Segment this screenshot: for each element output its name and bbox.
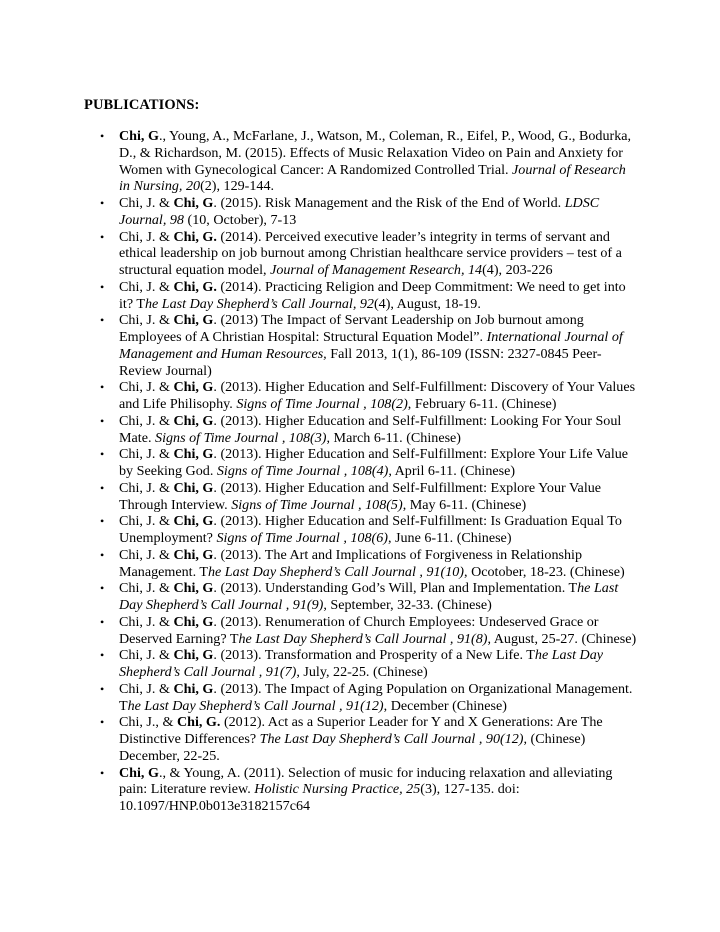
citation-text: The Last Day Shepherd’s Call Journal , 90(12): [259, 731, 524, 747]
publication-list: [100, 128, 639, 815]
citation-text: (4), August, 18-19.: [373, 295, 481, 312]
citation-text: . (2013). Renumeration of Church Employees: Undeserved Grace or Deserved Earning? T: [119, 613, 599, 647]
citation-text: (2012). Act as a Superior Leader for Y and X Generations: Are The Distinctive Differences?: [119, 714, 603, 747]
citation-text: Fall 2013, 1(1), 86-109 (ISSN: 2327-0845 Peer-Review Journal): [119, 345, 602, 379]
citation-text: (4), 203-226: [482, 262, 553, 278]
citation-text: he Last Day Shepherd’s Call Journal , 91(7): [119, 647, 604, 680]
citation-text: Chi, J. &: [119, 278, 174, 295]
bullet-icon: •: [100, 681, 105, 696]
citation-text: Chi, J. &: [119, 412, 174, 429]
bullet-icon: •: [100, 514, 105, 529]
citation-text: Chi, J. &: [119, 546, 174, 563]
publication-item: [100, 647, 639, 681]
citation-text: . (2015). Risk Management and the Risk of the End of World.: [213, 195, 565, 211]
publication-item: [100, 312, 639, 379]
citation-text: Journal of Research in Nursing, 20: [119, 161, 626, 195]
citation-text: Chi, J. &: [119, 446, 174, 463]
publication-item: [100, 128, 639, 195]
bullet-icon: •: [100, 480, 105, 495]
citation-text: Chi, G: [173, 613, 214, 630]
citation-text: he Last Day Shepherd’s Call Journal , 91(12): [127, 697, 384, 714]
citation-text: Chi, G: [173, 379, 214, 396]
citation-text: . (2013). Higher Education and Self-Fulfillment: Looking For Your Soul Mate.: [119, 412, 622, 446]
citation-text: . (2013). Higher Education and Self-Fulfillment: Explore Your Value Through Interview.: [119, 479, 602, 513]
citation-text: , July, 22-25. (Chinese): [296, 664, 428, 680]
citation-text: International Journal of Management and Human Resources,: [119, 329, 623, 362]
citation-text: , September, 32-33. (Chinese): [323, 597, 492, 613]
bullet-icon: •: [100, 313, 105, 328]
bullet-icon: •: [100, 765, 105, 780]
citation-text: Holistic Nursing Practice, 25: [254, 781, 421, 798]
citation-text: he Last Day Shepherd’s Call Journal, 92: [144, 295, 374, 312]
citation-text: . (2013). Transformation and Prosperity of a New Life. T: [213, 647, 535, 664]
citation-text: Chi, J. &: [119, 479, 174, 496]
publication-item: [100, 195, 639, 229]
citation-text: . (2013). Higher Education and Self-Fulfillment: Explore Your Life Value by Seeking God.: [119, 446, 629, 479]
publication-item: [100, 764, 639, 815]
citation-text: Chi, J. &: [119, 228, 174, 245]
citation-text: Journal of Management Research, 14: [270, 262, 483, 278]
bullet-icon: •: [100, 547, 105, 562]
citation-text: Chi, G: [119, 764, 159, 781]
citation-text: Chi, G.: [176, 714, 221, 731]
citation-text: , May 6-11. (Chinese): [402, 496, 527, 513]
publication-item: [100, 613, 639, 648]
citation-text: . (2013). Higher Education and Self-Fulfillment: Is Graduation Equal To Unemployment?: [119, 513, 622, 546]
bullet-icon: •: [100, 413, 105, 428]
citation-text: Chi, J. &: [119, 312, 174, 329]
citation-text: (2), 129-144.: [200, 178, 275, 195]
publication-item: [100, 479, 639, 514]
citation-text: . (2013). Higher Education and Self-Fulfillment: Discovery of Your Values and Life Philisophy.: [119, 379, 636, 412]
bullet-icon: •: [100, 229, 105, 244]
publication-item: [100, 278, 639, 313]
citation-text: . (2013). The Art and Implications of Forgiveness in Relationship Management. T: [119, 546, 583, 580]
bullet-icon: •: [100, 447, 105, 462]
citation-text: Chi, G: [173, 195, 214, 211]
citation-text: Chi, J. &: [119, 613, 174, 630]
citation-text: Chi, G: [173, 513, 214, 530]
citation-text: Chi, J. &: [119, 513, 174, 530]
publication-item: [100, 513, 639, 547]
citation-text: Chi, J. &: [119, 680, 174, 697]
publication-item: [100, 412, 639, 447]
citation-text: he Last Day Shepherd’s Call Journal , 91(8): [238, 630, 488, 647]
citation-text: Signs of Time Journal , 108(5): [231, 496, 403, 513]
citation-text: , (Chinese) December, 22-25.: [119, 731, 586, 764]
citation-text: (2014). Perceived executive leader’s integrity in terms of servant and ethical leadership on job burnout among Christian healthcare service providers – test of a structural equation model,: [119, 228, 622, 278]
publication-item: [100, 446, 639, 480]
citation-text: Signs of Time Journal , 108(6): [216, 530, 388, 546]
citation-text: ., Young, A., McFarlane, J., Watson, M., Coleman, R., Eifel, P., Wood, G., Bodurka, D., & Richardson, M. (2015). Effects of Music Relaxation Video on Pain and Anxiety for Women with Gynecological Cancer: A Randomized Controlled Trial.: [119, 128, 632, 178]
citation-text: Chi, J., &: [119, 714, 177, 731]
citation-text: he Last Day Shepherd’s Call Journal , 91(10): [207, 563, 465, 580]
citation-text: Signs of Time Journal , 108(3): [155, 429, 327, 446]
bullet-icon: •: [100, 614, 105, 629]
bullet-icon: •: [100, 715, 105, 730]
citation-text: . (2013). Understanding God’s Will, Plan and Implementation. T: [213, 580, 578, 597]
citation-text: Signs of Time Journal , 108(2): [236, 396, 408, 412]
citation-text: Chi, G: [173, 479, 214, 496]
citation-text: , March 6-11. (Chinese): [326, 429, 462, 446]
citation-text: ., & Young, A. (2011). Selection of music for inducing relaxation and alleviating pain: Literature review.: [119, 764, 613, 798]
publication-item: [100, 379, 639, 413]
citation-text: (3), 127-135. doi: 10.1097/HNP.0b013e3182157c64: [119, 781, 520, 814]
citation-text: , December (Chinese): [383, 697, 507, 714]
bullet-icon: •: [100, 380, 105, 395]
citation-text: Chi, G: [119, 128, 159, 144]
citation-text: Chi, G.: [173, 278, 217, 295]
citation-text: , Ocotober, 18-23. (Chinese): [464, 563, 625, 580]
citation-text: , April 6-11. (Chinese): [388, 463, 516, 479]
citation-text: Chi, G: [173, 546, 214, 563]
citation-text: Chi, J. &: [119, 647, 174, 664]
citation-text: Chi, G: [173, 580, 214, 597]
publication-item: [100, 714, 639, 764]
citation-text: , August, 25-27. (Chinese): [487, 630, 637, 647]
citation-text: Chi, G: [173, 446, 214, 463]
citation-text: Chi, G: [173, 680, 214, 697]
bullet-icon: •: [100, 581, 105, 596]
bullet-icon: •: [100, 279, 105, 294]
citation-text: LDSC Journal, 98: [119, 195, 600, 228]
citation-text: Chi, G: [173, 312, 214, 329]
citation-text: Chi, J. &: [119, 379, 174, 396]
citation-text: , February 6-11. (Chinese): [407, 396, 557, 412]
citation-text: , June 6-11. (Chinese): [387, 530, 512, 546]
citation-text: he Last Day Shepherd’s Call Journal , 91(9): [119, 580, 619, 613]
citation-text: Chi, G.: [173, 228, 217, 245]
citation-text: Chi, J. &: [119, 195, 174, 211]
bullet-icon: •: [100, 129, 105, 143]
bullet-icon: •: [100, 648, 105, 663]
publication-item: [100, 680, 639, 715]
publication-item: [100, 228, 639, 279]
citation-text: Signs of Time Journal , 108(4): [216, 463, 389, 479]
section-heading: PUBLICATIONS:: [84, 97, 200, 113]
citation-text: Chi, J. &: [119, 580, 174, 597]
citation-text: Chi, G: [173, 647, 214, 664]
citation-text: Chi, G: [173, 412, 214, 429]
bullet-icon: •: [100, 196, 105, 210]
citation-text: . (2013) The Impact of Servant Leadership on Job burnout among Employees of A Christian Hospital: Structural Equation Model”.: [119, 312, 584, 345]
citation-text: . (2013). The Impact of Aging Population on Organizational Management. T: [119, 680, 633, 714]
publication-item: [100, 580, 639, 614]
citation-text: (2014). Practicing Religion and Deep Commitment: We need to get into it? T: [119, 278, 626, 312]
publication-item: [100, 546, 639, 581]
citation-text: (10, October), 7-13: [183, 211, 297, 228]
